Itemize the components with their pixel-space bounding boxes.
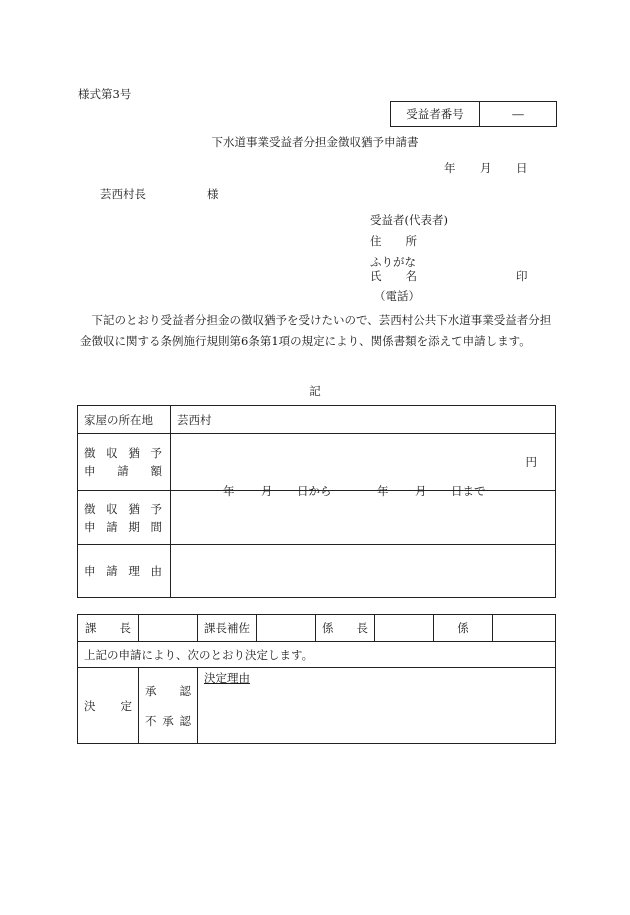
period-label: 徴 収 猶 予 申 請 期 間 — [78, 491, 171, 545]
date-day[interactable]: 日 — [516, 161, 528, 175]
addressee-honorific: 様 — [207, 187, 219, 201]
reason-value[interactable] — [171, 545, 556, 598]
applicant-name-label: 氏 名 — [370, 269, 417, 283]
application-details-table — [77, 405, 556, 598]
applicant-address-label: 住 所 — [370, 234, 417, 248]
period-value[interactable] — [171, 484, 556, 545]
applicant-heading: 受益者(代表者) — [370, 213, 448, 227]
decision-reason-cell[interactable] — [198, 668, 556, 744]
recipient-number-value[interactable]: ― — [512, 107, 524, 121]
amount-value[interactable] — [171, 434, 556, 491]
recipient-number-box — [390, 101, 557, 127]
addressee-name: 芸西村長 — [100, 187, 146, 201]
decision-label: 決 定 — [78, 668, 139, 744]
decision-options — [139, 668, 198, 744]
amount-label: 徴 収 猶 予 申 請 額 — [78, 434, 171, 491]
role-staff: 係 — [434, 615, 493, 642]
to-day: 日まで — [451, 484, 486, 498]
stamp-section-chief[interactable] — [139, 615, 198, 642]
applicant-phone-label: （電話） — [374, 289, 420, 303]
from-day: 日から — [297, 484, 332, 498]
ki-heading: 記 — [309, 384, 321, 398]
amount-row — [78, 434, 556, 491]
location-label: 家屋の所在地 — [78, 406, 171, 434]
application-body-text: 下記のとおり受益者分担金の徴収猶予を受けたいので、芸西村公共下水道事業受益者分担金徴収に関する条例施行規則第6条第1項の規定により、関係書類を添えて申請します。 — [80, 313, 552, 348]
seal-mark: 印 — [516, 269, 528, 283]
location-row — [78, 406, 556, 434]
decision-note-row — [78, 642, 556, 668]
from-month: 月 — [261, 484, 273, 498]
to-month: 月 — [415, 484, 427, 498]
date-month[interactable]: 月 — [480, 161, 492, 175]
yen-unit: 円 — [525, 455, 537, 469]
form-number: 様式第3号 — [78, 87, 132, 101]
approval-table — [77, 614, 556, 744]
approve-option[interactable]: 承 認 — [145, 683, 191, 698]
to-year: 年 — [377, 484, 389, 498]
document-title: 下水道事業受益者分担金徴収猶予申請書 — [211, 135, 419, 149]
decision-note: 上記の申請により、次のとおり決定します。 — [78, 642, 556, 668]
reason-row — [78, 545, 556, 598]
date-year[interactable]: 年 — [444, 161, 456, 175]
role-section-chief: 課 長 — [78, 615, 139, 642]
decision-row — [78, 668, 556, 744]
stamp-staff[interactable] — [493, 615, 556, 642]
period-row — [78, 491, 556, 545]
role-subsection-chief: 係 長 — [316, 615, 375, 642]
recipient-number-label: 受益者番号 — [391, 102, 480, 126]
applicant-furigana-label: ふりがな — [370, 255, 416, 269]
approval-roles-row — [78, 615, 556, 642]
location-value[interactable]: 芸西村 — [171, 406, 556, 434]
reason-label: 申 請 理 由 — [78, 545, 171, 598]
decision-reason-label: 決定理由 — [204, 671, 250, 685]
from-year: 年 — [223, 484, 235, 498]
role-deputy-chief: 課長補佐 — [198, 615, 257, 642]
stamp-subsection-chief[interactable] — [375, 615, 434, 642]
stamp-deputy-chief[interactable] — [257, 615, 316, 642]
disapprove-option[interactable]: 不 承 認 — [145, 713, 191, 728]
